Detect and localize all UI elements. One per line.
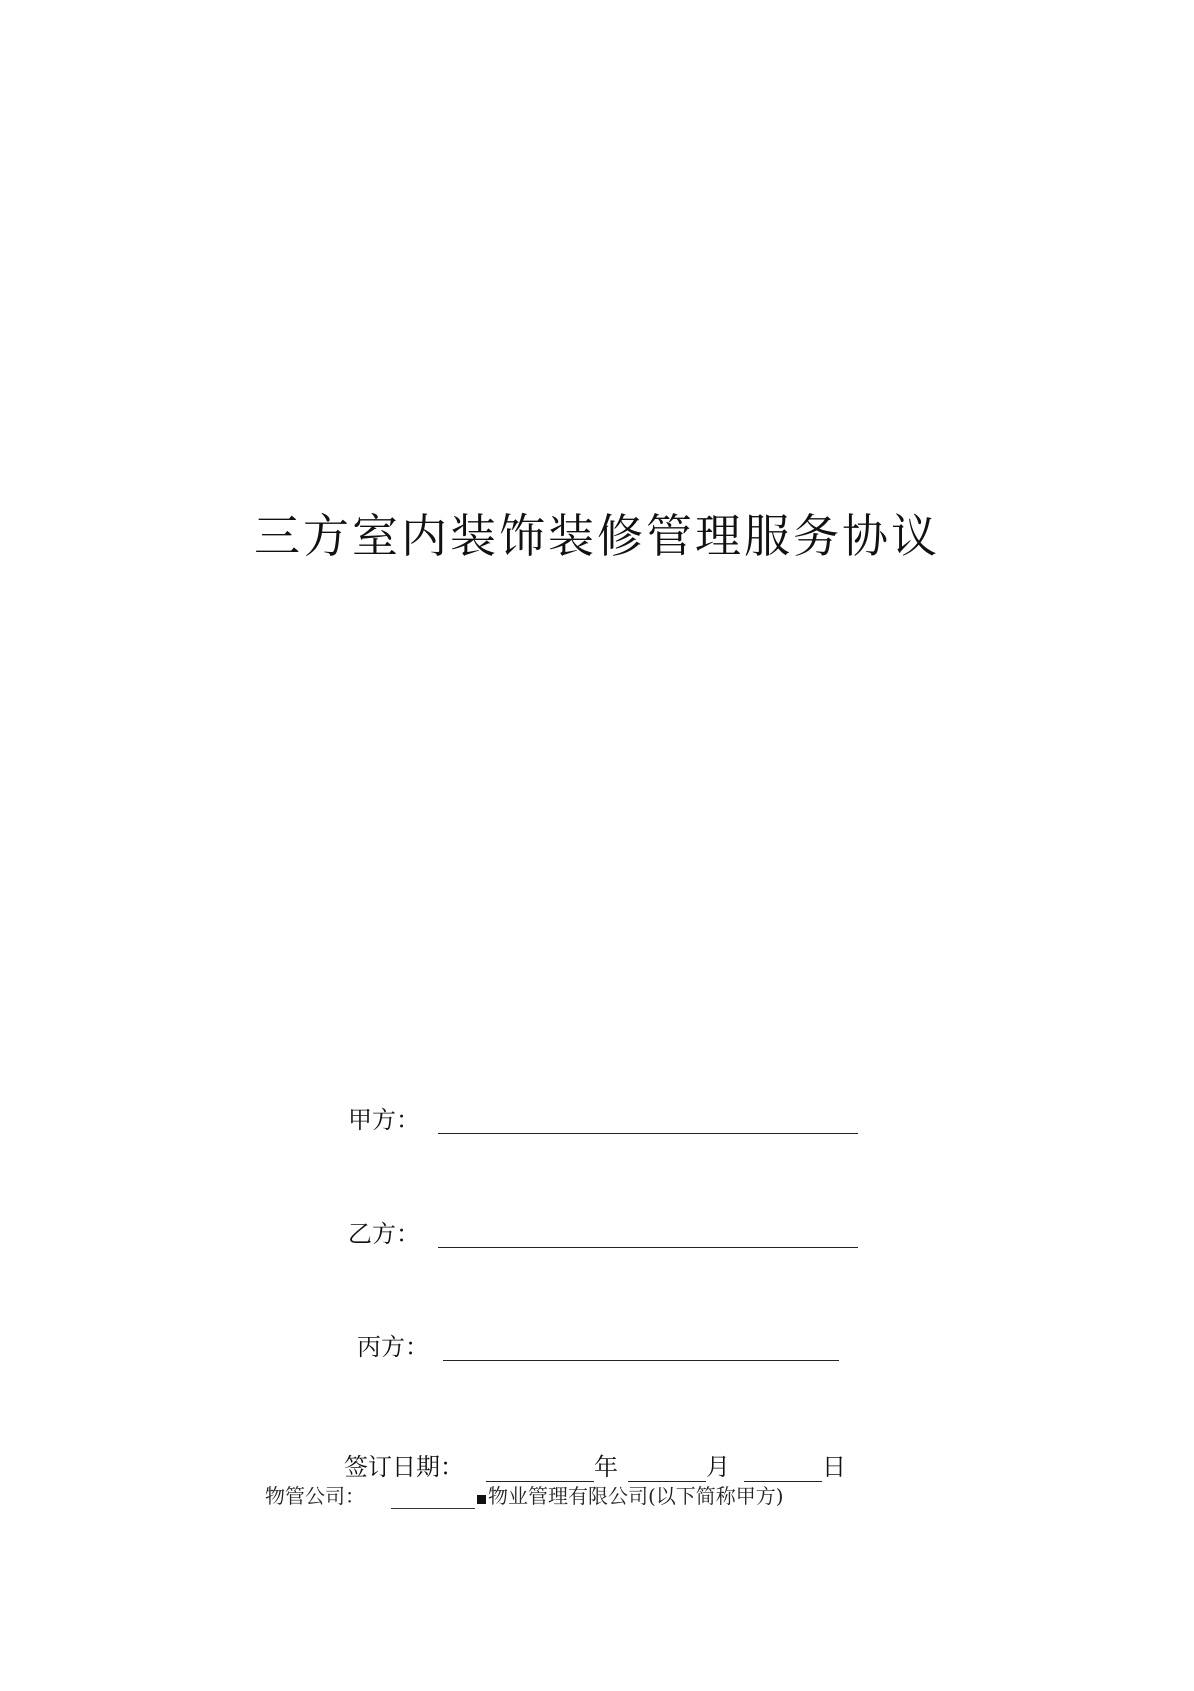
property-company-text: 物业管理有限公司(以下简称甲方) [488,1484,784,1508]
party-bing-blank[interactable] [443,1340,839,1361]
signing-year-unit: 年 [594,1453,618,1481]
party-bing-label: 丙方： [357,1333,429,1361]
signing-month-unit: 月 [706,1453,730,1481]
signing-date-label: 签订日期： [344,1453,464,1481]
property-company-label: 物管公司： [265,1484,365,1508]
signing-year-blank[interactable] [486,1461,594,1482]
party-yi-label: 乙方： [348,1220,420,1248]
party-yi-row [348,1220,858,1248]
signing-date-row [344,1447,846,1482]
property-company-blank[interactable] [391,1490,475,1509]
signing-day-unit: 日 [822,1453,846,1481]
party-bing-row [357,1333,839,1361]
square-bullet-icon [477,1495,486,1504]
document-title: 三方室内装饰装修管理服务协议 [254,509,940,563]
party-jia-blank[interactable] [438,1113,858,1134]
signing-month-blank[interactable] [628,1461,706,1482]
signing-day-blank[interactable] [744,1461,822,1482]
property-company-line [265,1480,784,1509]
party-jia-row [348,1106,858,1134]
party-yi-blank[interactable] [438,1227,858,1248]
party-jia-label: 甲方： [348,1106,420,1134]
